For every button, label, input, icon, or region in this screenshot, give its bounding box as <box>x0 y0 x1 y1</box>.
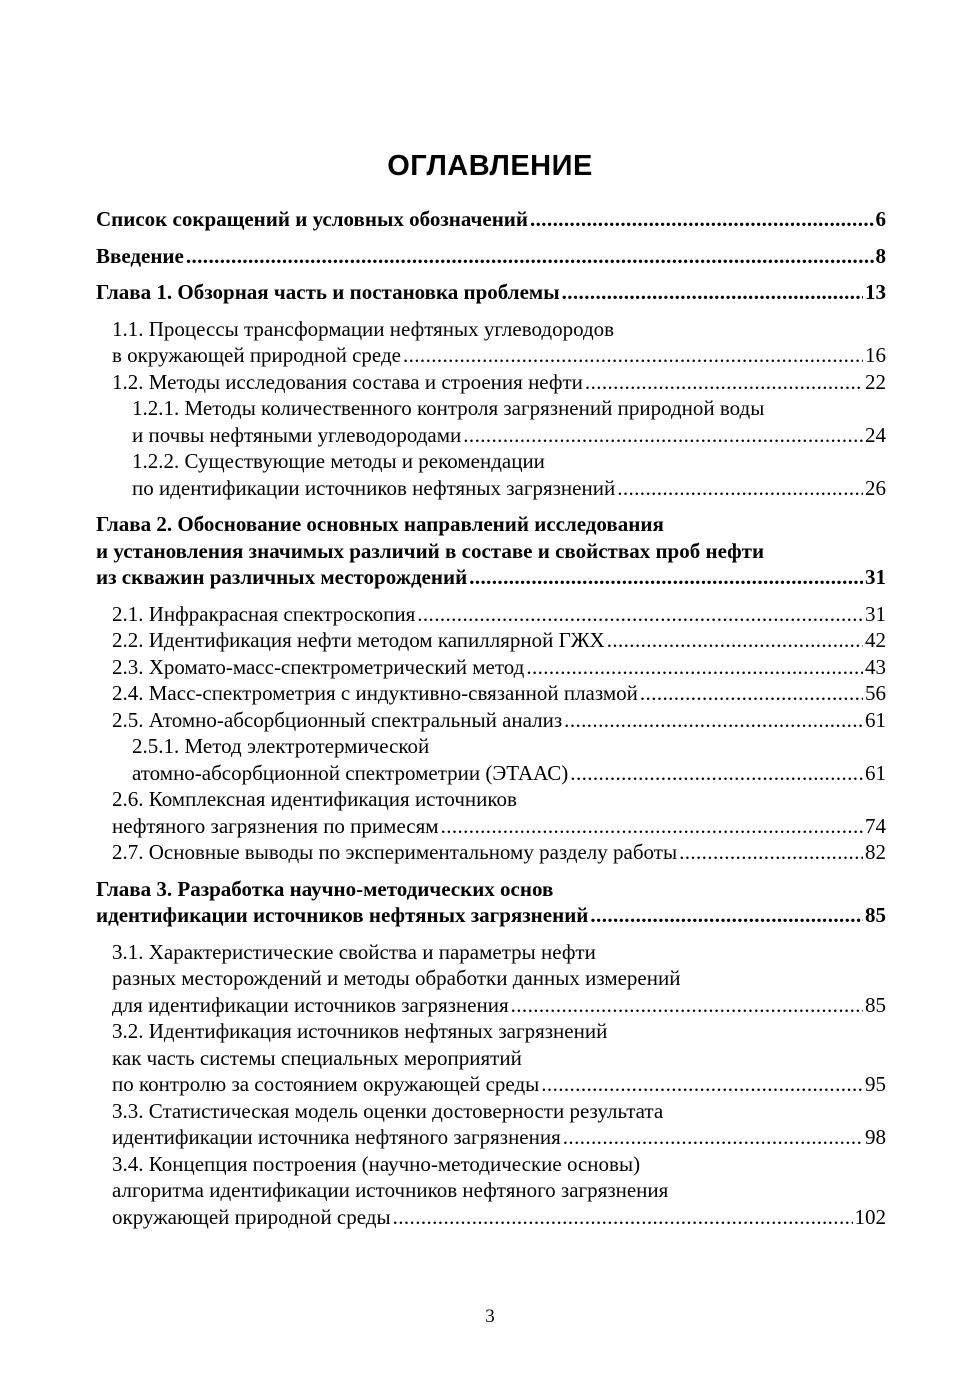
toc-page-number: 98 <box>865 1125 886 1149</box>
toc-page-number: 13 <box>865 280 886 304</box>
toc-entry-line <box>112 601 886 628</box>
toc-entry-line <box>96 564 886 591</box>
toc-entry-text: 1.1. Процессы трансформации нефтяных углеводородов <box>112 316 615 341</box>
toc-entry-line <box>112 316 886 343</box>
toc-entry-line <box>112 1204 886 1231</box>
toc-entry[interactable] <box>112 654 886 681</box>
page-number: 3 <box>485 1306 495 1327</box>
toc-entry-line <box>112 680 886 707</box>
toc-entry[interactable] <box>112 939 886 1019</box>
toc-page-number: 74 <box>865 813 886 838</box>
toc-entry-line <box>112 939 886 966</box>
toc-page-number: 6 <box>875 207 886 231</box>
toc-entry[interactable] <box>132 448 886 501</box>
toc-entry-text: 3.3. Статистическая модель оценки достоверности результата <box>112 1098 664 1123</box>
toc-page-number: 42 <box>865 628 886 652</box>
toc-entry-line <box>112 786 886 813</box>
toc-entry-text: идентификации источника нефтяного загрязнения <box>112 1125 561 1149</box>
dot-leader <box>526 654 863 681</box>
toc-entry-line <box>112 965 886 992</box>
toc-entry-line <box>112 813 886 840</box>
toc-entry[interactable] <box>96 876 886 929</box>
toc-entry[interactable] <box>112 680 886 707</box>
toc-entry-text: из скважин различных месторождений <box>96 565 468 589</box>
toc-entry-line <box>112 1124 886 1151</box>
toc-page-number: 85 <box>865 992 886 1017</box>
toc-entry-line <box>112 1151 886 1178</box>
toc-page-number: 8 <box>875 243 886 268</box>
toc-entry-text: разных месторождений и методы обработки данных измерений <box>112 966 681 990</box>
toc-entry-text: Глава 3. Разработка научно-методических основ <box>96 876 554 901</box>
dot-leader <box>403 342 863 369</box>
toc-entry-text: в окружающей природной среде <box>112 343 401 367</box>
toc-page-number: 95 <box>865 1072 886 1096</box>
toc-entry-text: 2.1. Инфракрасная спектроскопия <box>112 601 416 626</box>
toc-entry-line <box>112 627 886 654</box>
toc-entry[interactable] <box>112 601 886 628</box>
toc-page-number: 61 <box>865 707 886 732</box>
toc-entry-text: 3.4. Концепция построения (научно-методические основы) <box>112 1151 641 1176</box>
dot-leader <box>607 627 863 654</box>
toc-entry-line <box>112 1045 886 1072</box>
toc-page-number: 31 <box>865 565 886 589</box>
toc-entry-text: Глава 2. Обоснование основных направлений исследования <box>96 512 664 536</box>
toc-entry-line <box>132 395 886 422</box>
toc-entry-line <box>112 839 886 866</box>
toc-entry-text: нефтяного загрязнения по примесям <box>112 813 439 838</box>
toc-entry-text: по идентификации источников нефтяных загрязнений <box>132 475 616 500</box>
toc-entry-text: как часть системы специальных мероприятий <box>112 1045 522 1070</box>
toc-entry-text: Список сокращений и условных обозначений <box>96 207 528 231</box>
toc-entry[interactable] <box>96 279 886 306</box>
dot-leader <box>441 813 863 840</box>
toc-entry-text: 1.2.2. Существующие методы и рекомендации <box>132 449 545 473</box>
toc-entry-text: 1.2. Методы исследования состава и строения нефти <box>112 369 583 394</box>
toc-entry-text: 2.5.1. Метод электротермической <box>132 734 430 758</box>
toc-entry-line <box>112 707 886 734</box>
toc-entry[interactable] <box>112 786 886 839</box>
dot-leader <box>417 601 863 628</box>
toc-entry[interactable] <box>112 1018 886 1098</box>
dot-leader <box>617 475 863 502</box>
toc-page-number: 82 <box>865 840 886 864</box>
toc-entry-line <box>112 654 886 681</box>
dot-leader <box>564 707 863 734</box>
dot-leader <box>511 992 863 1019</box>
toc-entry-text: для идентификации источников загрязнения <box>112 992 509 1017</box>
dot-leader <box>541 1071 863 1098</box>
toc-entry[interactable] <box>112 839 886 866</box>
toc-entry-line <box>112 1018 886 1045</box>
dot-leader <box>562 279 863 306</box>
toc-entry-text: 2.3. Хромато-масс-спектрометрический метод <box>112 654 525 679</box>
toc-entry-text: 2.7. Основные выводы по экспериментальному разделу работы <box>112 840 678 864</box>
toc-page-number: 43 <box>865 654 886 679</box>
toc-entry[interactable] <box>96 243 886 270</box>
toc-entry-line <box>132 422 886 449</box>
dot-leader <box>393 1204 853 1231</box>
toc-entry-text: 3.2. Идентификация источников нефтяных загрязнений <box>112 1019 608 1043</box>
toc-entry-line <box>112 992 886 1019</box>
toc-page-number: 102 <box>854 1204 886 1229</box>
toc-entry-text: и почвы нефтяными углеводородами <box>132 422 462 447</box>
toc-entry-text: атомно-абсорбционной спектрометрии (ЭТААС) <box>132 760 569 785</box>
toc-entry-line <box>96 902 886 929</box>
toc-entry-text: по контролю за состоянием окружающей среды <box>112 1072 540 1096</box>
toc-entry-line <box>112 1177 886 1204</box>
dot-leader <box>585 369 863 396</box>
toc-page-number: 85 <box>865 903 886 927</box>
toc-entry[interactable] <box>112 369 886 396</box>
toc-entry[interactable] <box>112 1098 886 1151</box>
toc-entry-text: 2.6. Комплексная идентификация источников <box>112 787 517 811</box>
toc-entry-text: алгоритма идентификации источников нефтяного загрязнения <box>112 1178 669 1202</box>
dot-leader <box>463 422 863 449</box>
dot-leader <box>469 564 863 591</box>
toc-entry-text: 2.2. Идентификация нефти методом капиллярной ГЖХ <box>112 628 605 652</box>
table-of-contents <box>96 206 886 1240</box>
toc-entry-line <box>112 342 886 369</box>
toc-entry-text: 2.4. Масс-спектрометрия с индуктивно-связанной плазмой <box>112 681 638 705</box>
toc-entry-line <box>112 1098 886 1125</box>
toc-entry-text: Введение <box>96 243 184 268</box>
dot-leader <box>640 680 863 707</box>
toc-entry[interactable] <box>112 316 886 369</box>
toc-entry[interactable] <box>132 733 886 786</box>
page-title: ОГЛАВЛЕНИЕ <box>387 150 593 182</box>
toc-entry-line <box>96 511 886 538</box>
toc-entry-text: окружающей природной среды <box>112 1204 391 1229</box>
toc-entry-text: идентификации источников нефтяных загрязнений <box>96 903 589 927</box>
dot-leader <box>186 243 874 270</box>
toc-entry-line <box>96 876 886 903</box>
dot-leader <box>563 1124 863 1151</box>
toc-page-number: 24 <box>865 422 886 447</box>
toc-entry-line <box>132 733 886 760</box>
toc-entry-line <box>132 448 886 475</box>
toc-page-number: 16 <box>865 343 886 367</box>
toc-entry-line <box>132 760 886 787</box>
toc-page-number: 61 <box>865 760 886 785</box>
toc-page-number: 56 <box>865 681 886 705</box>
dot-leader <box>530 206 874 233</box>
toc-entry-text: 3.1. Характеристические свойства и параметры нефти <box>112 939 596 964</box>
toc-entry-line <box>96 206 886 233</box>
toc-entry-line <box>96 279 886 306</box>
toc-entry-line <box>96 538 886 565</box>
toc-entry-text: 2.5. Атомно-абсорбционный спектральный анализ <box>112 707 563 732</box>
dot-leader <box>679 839 863 866</box>
dot-leader <box>570 760 863 787</box>
toc-entry-text: и установления значимых различий в составе и свойствах проб нефти <box>96 538 765 563</box>
toc-entry-line <box>132 475 886 502</box>
toc-entry[interactable] <box>96 206 886 233</box>
toc-entry[interactable] <box>132 395 886 448</box>
toc-entry[interactable] <box>112 627 886 654</box>
toc-entry-line <box>96 243 886 270</box>
dot-leader <box>590 902 863 929</box>
toc-entry[interactable] <box>112 1151 886 1231</box>
toc-entry-line <box>112 369 886 396</box>
toc-entry[interactable] <box>112 707 886 734</box>
toc-entry-text: 1.2.1. Методы количественного контроля загрязнений природной воды <box>132 396 765 420</box>
toc-entry-text: Глава 1. Обзорная часть и постановка проблемы <box>96 280 560 304</box>
toc-page-number: 22 <box>865 369 886 394</box>
toc-page-number: 26 <box>865 475 886 500</box>
toc-entry[interactable] <box>96 511 886 591</box>
toc-entry-line <box>112 1071 886 1098</box>
toc-page-number: 31 <box>865 601 886 626</box>
